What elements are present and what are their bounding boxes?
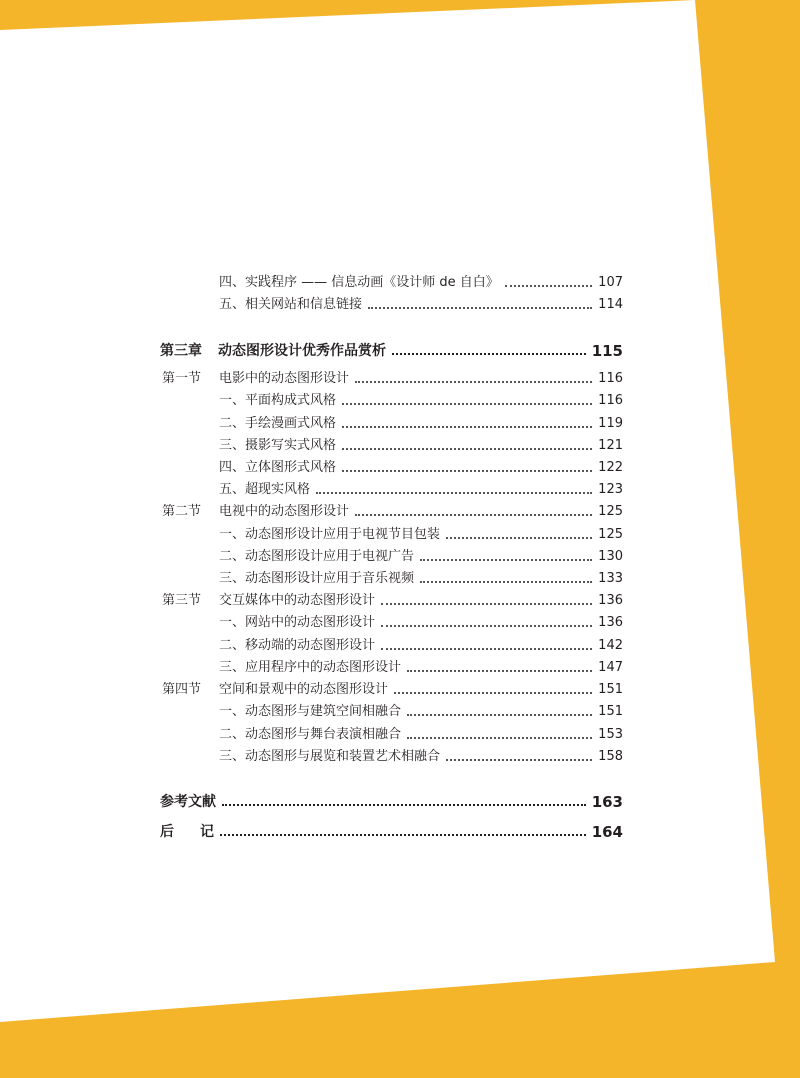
section-page: 125 — [598, 504, 623, 519]
toc-entry-page: 114 — [598, 297, 623, 312]
dot-leader — [342, 426, 592, 428]
toc-section[interactable] — [219, 371, 623, 387]
toc-entry[interactable] — [219, 527, 623, 543]
dot-leader — [222, 804, 586, 806]
section-number: 第一节 — [162, 371, 202, 386]
toc-section[interactable] — [219, 593, 623, 609]
toc-entry-page: 130 — [598, 549, 623, 564]
toc-entry-page: 122 — [598, 460, 623, 475]
toc-entry[interactable] — [219, 727, 623, 743]
toc-entry-label: 一、动态图形与建筑空间相融合 — [219, 704, 402, 719]
toc-entry-label: 四、立体图形式风格 — [219, 460, 337, 475]
dot-leader — [316, 492, 592, 494]
toc-entry-label: 三、动态图形与展览和装置艺术相融合 — [219, 749, 441, 764]
dot-leader — [342, 470, 592, 472]
section-number: 第三节 — [162, 593, 202, 608]
dot-leader — [420, 559, 592, 561]
toc-entry-label: 一、网站中的动态图形设计 — [219, 615, 376, 630]
toc-entry-page: 107 — [598, 275, 623, 290]
dot-leader — [420, 581, 592, 583]
toc-entry[interactable] — [219, 416, 623, 432]
section-number: 第四节 — [162, 682, 202, 697]
section-title: 电影中的动态图形设计 — [219, 371, 350, 386]
toc-entry[interactable] — [219, 571, 623, 587]
toc-entry-page: 151 — [598, 704, 623, 719]
dot-leader — [505, 285, 592, 287]
toc-entry-page: 158 — [598, 749, 623, 764]
toc-entry-page: 119 — [598, 416, 623, 431]
toc-entry[interactable] — [219, 704, 623, 720]
toc-entry-label: 五、超现实风格 — [219, 482, 311, 497]
dot-leader — [220, 834, 586, 836]
toc-entry[interactable] — [219, 749, 623, 765]
dot-leader — [368, 307, 592, 309]
toc-section[interactable] — [219, 504, 623, 520]
dot-leader — [342, 448, 592, 450]
chapter-page: 115 — [591, 342, 623, 360]
toc-entry[interactable] — [219, 660, 623, 676]
toc-entry-page: 147 — [598, 660, 623, 675]
toc-entry[interactable] — [219, 460, 623, 476]
toc-afterword[interactable] — [160, 823, 623, 841]
chapter-number: 第三章 — [160, 343, 202, 359]
section-page: 136 — [598, 593, 623, 608]
afterword-page: 164 — [591, 823, 623, 841]
toc-entry-page: 142 — [598, 638, 623, 653]
toc-entry-page: 133 — [598, 571, 623, 586]
toc-entry-page: 153 — [598, 727, 623, 742]
toc-section[interactable] — [219, 682, 623, 698]
toc-references[interactable] — [160, 793, 623, 811]
dot-leader — [407, 737, 592, 739]
toc-entry-page: 116 — [598, 393, 623, 408]
toc-entry-page: 125 — [598, 527, 623, 542]
dot-leader — [342, 403, 592, 405]
chapter-title: 动态图形设计优秀作品赏析 — [218, 343, 386, 359]
toc-entry-page: 136 — [598, 615, 623, 630]
toc-entry-page: 121 — [598, 438, 623, 453]
toc-entry[interactable] — [219, 275, 623, 291]
section-number: 第二节 — [162, 504, 202, 519]
toc-chapter-3[interactable] — [160, 342, 623, 360]
dot-leader — [392, 353, 586, 355]
section-title: 电视中的动态图形设计 — [219, 504, 350, 519]
toc-entry[interactable] — [219, 393, 623, 409]
toc-entry-label: 四、实践程序 —— 信息动画《设计师 de 自白》 — [219, 275, 499, 290]
toc-entry[interactable] — [219, 615, 623, 631]
section-page: 151 — [598, 682, 623, 697]
toc-entry-label: 五、相关网站和信息链接 — [219, 297, 363, 312]
toc-entry[interactable] — [219, 549, 623, 565]
section-page: 116 — [598, 371, 623, 386]
dot-leader — [381, 625, 592, 627]
toc-entry-label: 三、摄影写实式风格 — [219, 438, 337, 453]
toc-entry-label: 一、平面构成式风格 — [219, 393, 337, 408]
section-title: 交互媒体中的动态图形设计 — [219, 593, 376, 608]
dot-leader — [407, 714, 592, 716]
references-title: 参考文献 — [160, 794, 216, 810]
dot-leader — [381, 648, 592, 650]
toc-entry-label: 二、动态图形与舞台表演相融合 — [219, 727, 402, 742]
dot-leader — [446, 537, 592, 539]
toc-entry-label: 二、手绘漫画式风格 — [219, 416, 337, 431]
dot-leader — [446, 759, 592, 761]
section-title: 空间和景观中的动态图形设计 — [219, 682, 389, 697]
dot-leader — [407, 670, 592, 672]
afterword-title: 后记 — [160, 824, 240, 840]
toc-entry-label: 二、移动端的动态图形设计 — [219, 638, 376, 653]
dot-leader — [355, 514, 592, 516]
toc-entry[interactable] — [219, 438, 623, 454]
references-page: 163 — [591, 793, 623, 811]
toc-entry[interactable] — [219, 297, 623, 313]
toc-entry-label: 三、应用程序中的动态图形设计 — [219, 660, 402, 675]
dot-leader — [394, 692, 592, 694]
toc-entry[interactable] — [219, 638, 623, 654]
toc-entry-label: 一、动态图形设计应用于电视节目包装 — [219, 527, 441, 542]
dot-leader — [381, 603, 592, 605]
dot-leader — [355, 381, 592, 383]
toc-entry[interactable] — [219, 482, 623, 498]
toc-entry-label: 二、动态图形设计应用于电视广告 — [219, 549, 415, 564]
toc-entry-label: 三、动态图形设计应用于音乐视频 — [219, 571, 415, 586]
toc-entry-page: 123 — [598, 482, 623, 497]
